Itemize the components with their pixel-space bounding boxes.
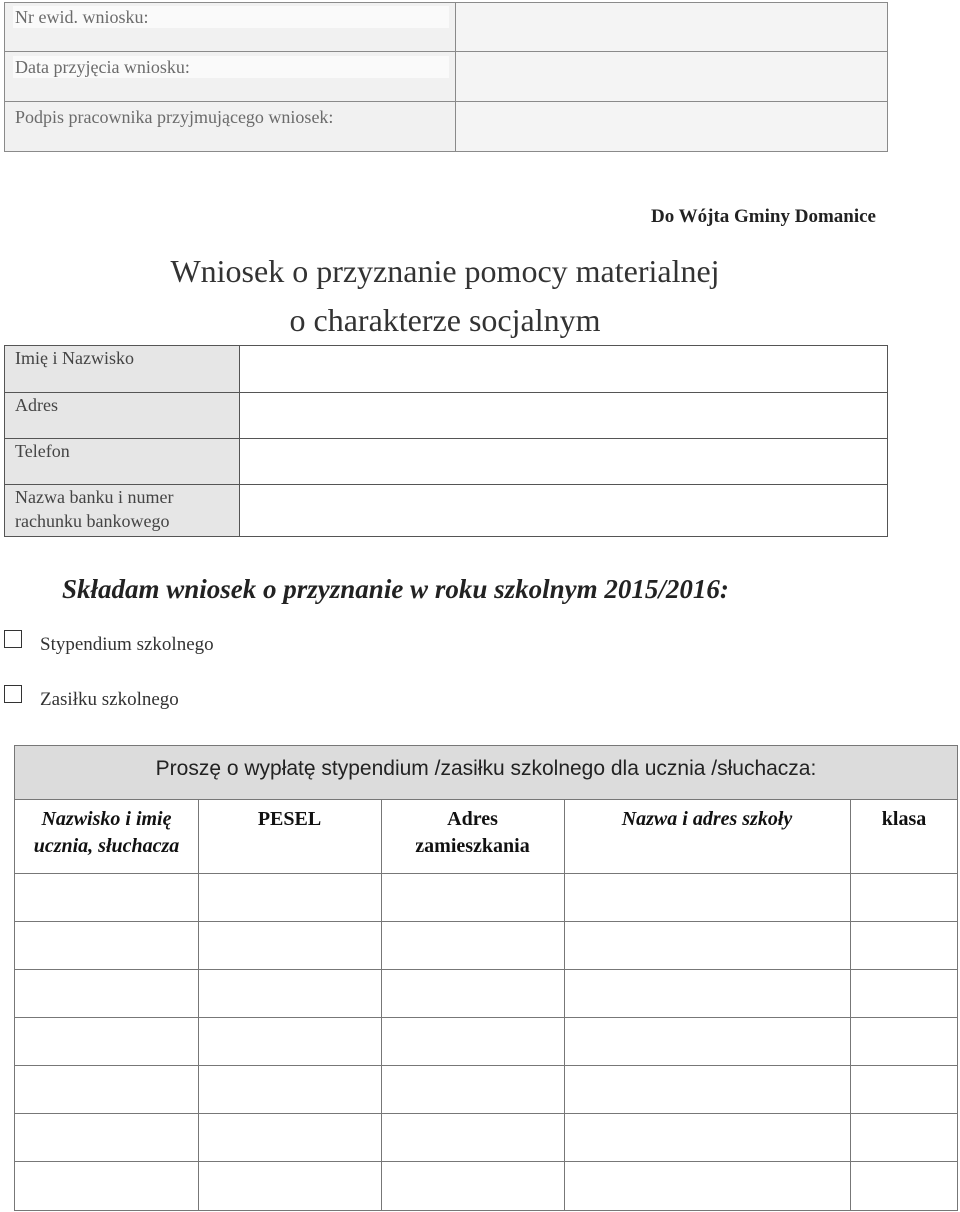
checkbox-icon[interactable] [4, 630, 22, 648]
table-cell[interactable] [851, 1114, 957, 1161]
address-field[interactable] [240, 393, 887, 438]
column-header-line: Adres [447, 808, 498, 830]
addressee: Do Wójta Gminy Domanice [651, 206, 876, 227]
table-cell[interactable] [199, 1018, 381, 1065]
table-cell[interactable] [382, 970, 564, 1017]
table-cell[interactable] [199, 874, 381, 921]
application-number-field[interactable] [456, 3, 887, 51]
bank-account-label-line-1: Nazwa banku i numer [15, 487, 174, 507]
divider [5, 392, 887, 393]
divider [5, 438, 887, 439]
table-cell[interactable] [15, 922, 198, 969]
table-cell[interactable] [565, 1066, 850, 1113]
receipt-date-field[interactable] [456, 52, 887, 101]
students-table [14, 745, 958, 1211]
column-header-grade [850, 806, 958, 833]
form-title-line-2: o charakterze socjalnym [289, 302, 601, 338]
table-cell[interactable] [199, 922, 381, 969]
checkbox-icon[interactable] [4, 685, 22, 703]
office-use-box [4, 2, 888, 152]
table-cell[interactable] [851, 970, 957, 1017]
table-cell[interactable] [15, 874, 198, 921]
receipt-date-label: Data przyjęcia wniosku: [13, 56, 449, 78]
table-cell[interactable] [851, 1066, 957, 1113]
option-allowance[interactable] [4, 689, 179, 711]
employee-signature-label: Podpis pracownika przyjmującego wniosek: [15, 107, 334, 127]
table-cell[interactable] [565, 970, 850, 1017]
table-cell[interactable] [851, 922, 957, 969]
employee-signature-field[interactable] [456, 102, 887, 151]
table-cell[interactable] [382, 1066, 564, 1113]
table-cell[interactable] [565, 1162, 850, 1210]
column-header-line: Nazwa i adres szkoły [621, 808, 793, 830]
table-cell[interactable] [382, 1114, 564, 1161]
option-scholarship[interactable] [4, 634, 214, 656]
table-cell[interactable] [199, 1162, 381, 1210]
column-header-line: klasa [881, 808, 927, 830]
table-cell[interactable] [15, 970, 198, 1017]
column-header-pesel [198, 806, 381, 833]
table-cell[interactable] [382, 1162, 564, 1210]
table-cell[interactable] [851, 874, 957, 921]
table-cell[interactable] [851, 1162, 957, 1210]
name-field[interactable] [240, 346, 887, 392]
column-header-school [564, 806, 850, 833]
students-table-heading: Proszę o wypłatę stypendium /zasiłku szkolnego dla ucznia /słuchacza: [15, 746, 957, 800]
declaration-text: Składam wniosek o przyznanie w roku szkolnym 2015/2016: [62, 574, 729, 604]
table-cell[interactable] [199, 970, 381, 1017]
column-header-line: ucznia, słuchacza [33, 835, 180, 857]
application-number-label: Nr ewid. wniosku: [13, 6, 449, 28]
table-cell[interactable] [382, 874, 564, 921]
column-header-address [381, 806, 564, 860]
table-cell[interactable] [382, 1018, 564, 1065]
table-cell[interactable] [565, 1018, 850, 1065]
table-cell[interactable] [382, 922, 564, 969]
option-scholarship-label: Stypendium szkolnego [40, 634, 214, 655]
phone-label: Telefon [15, 441, 70, 461]
divider [5, 51, 887, 52]
divider [455, 3, 456, 151]
divider [5, 101, 887, 102]
phone-field[interactable] [240, 439, 887, 484]
name-label: Imię i Nazwisko [15, 348, 134, 368]
table-cell[interactable] [15, 1114, 198, 1161]
bank-account-label [15, 485, 173, 533]
column-header-line: zamieszkania [415, 835, 530, 857]
table-cell[interactable] [851, 1018, 957, 1065]
applicant-table [4, 345, 888, 537]
bank-account-field[interactable] [240, 485, 887, 536]
table-cell[interactable] [199, 1066, 381, 1113]
table-cell[interactable] [565, 874, 850, 921]
table-cell[interactable] [15, 1162, 198, 1210]
option-allowance-label: Zasiłku szkolnego [40, 689, 179, 710]
table-cell[interactable] [15, 1066, 198, 1113]
address-label: Adres [15, 395, 58, 415]
table-cell[interactable] [565, 1114, 850, 1161]
table-cell[interactable] [565, 922, 850, 969]
column-header-line: PESEL [257, 808, 322, 830]
table-cell[interactable] [199, 1114, 381, 1161]
bank-account-label-line-2: rachunku bankowego [15, 511, 170, 531]
table-cell[interactable] [15, 1018, 198, 1065]
form-title-line-1: Wniosek o przyznanie pomocy materialnej [170, 253, 720, 289]
column-header-student-name [15, 806, 198, 860]
column-header-line: Nazwisko i imię [41, 808, 172, 830]
